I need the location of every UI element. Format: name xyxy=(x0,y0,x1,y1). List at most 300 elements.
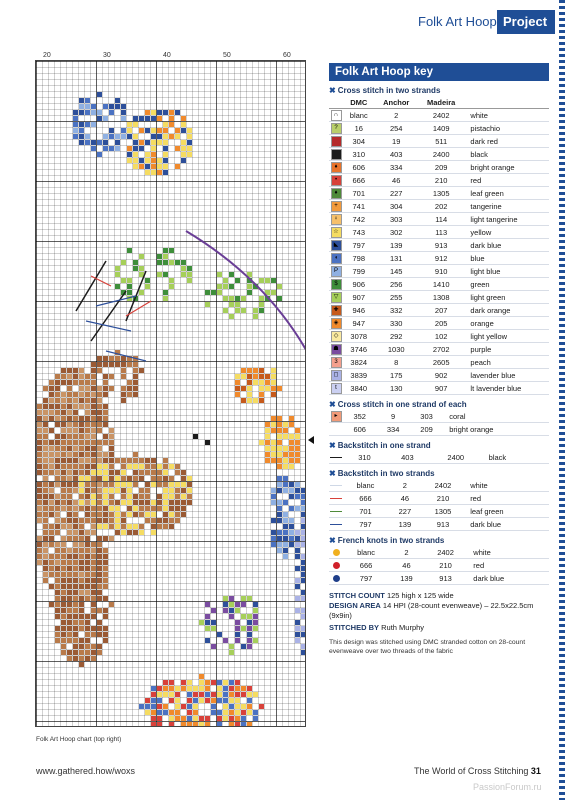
stitch-cell xyxy=(151,518,156,523)
key-symbol xyxy=(329,369,343,382)
stitch-cell xyxy=(97,116,102,121)
stitch-cell xyxy=(103,608,108,613)
stitch-cell xyxy=(67,554,72,559)
stitch-cell xyxy=(67,488,72,493)
stitch-cell xyxy=(85,548,90,553)
stitch-cell xyxy=(85,656,90,661)
stitch-cell xyxy=(103,146,108,151)
stitch-cell xyxy=(73,542,78,547)
key-symbol xyxy=(329,505,343,518)
stitch-cell xyxy=(55,632,60,637)
stitch-cell xyxy=(91,506,96,511)
stitch-cell xyxy=(73,134,78,139)
stitch-cell xyxy=(277,530,282,535)
dmc-code: 907 xyxy=(343,291,375,304)
madeira-code: 902 xyxy=(418,369,464,382)
stitch-cell xyxy=(121,368,126,373)
stitch-cell xyxy=(277,464,282,469)
stitch-cell xyxy=(73,122,78,127)
stitch-cell xyxy=(61,506,66,511)
stitch-cell xyxy=(127,128,132,133)
stitch-cell xyxy=(181,266,186,271)
stitch-cell xyxy=(295,434,300,439)
stitch-cell xyxy=(163,482,168,487)
stitch-cell xyxy=(43,398,48,403)
madeira-code: 511 xyxy=(418,135,464,148)
key-row xyxy=(329,559,549,572)
stitch-cell xyxy=(151,530,156,535)
stitch-cell xyxy=(37,434,42,439)
stitch-cell xyxy=(163,272,168,277)
stitch-cell xyxy=(115,458,120,463)
stitch-cell xyxy=(61,380,66,385)
stitch-cell xyxy=(253,308,258,313)
stitch-cell xyxy=(49,470,54,475)
colour-name: dark blue xyxy=(464,518,549,531)
centre-marker-arrow xyxy=(308,436,314,444)
stitch-cell xyxy=(121,482,126,487)
stitch-cell xyxy=(181,152,186,157)
stitch-cell xyxy=(157,518,162,523)
key-symbol xyxy=(329,122,343,135)
stitch-cell xyxy=(301,626,306,631)
stitch-cell xyxy=(73,398,78,403)
stitch-cell xyxy=(103,380,108,385)
stitch-cell xyxy=(109,524,114,529)
stitch-cell xyxy=(181,716,186,721)
stitch-cell xyxy=(187,698,192,703)
stitch-cell xyxy=(121,518,126,523)
stitch-cell xyxy=(253,398,258,403)
stitch-cell xyxy=(157,704,162,709)
stitch-cell xyxy=(265,440,270,445)
stitch-cell xyxy=(127,158,132,163)
stitch-cell xyxy=(55,512,60,517)
stitch-cell xyxy=(151,524,156,529)
stitch-cell xyxy=(37,440,42,445)
stitch-cell xyxy=(145,464,150,469)
stitch-cell xyxy=(43,452,48,457)
stitch-cell xyxy=(253,620,258,625)
stitch-cell xyxy=(121,386,126,391)
stitch-cell xyxy=(301,530,306,535)
madeira-code: 210 xyxy=(424,559,467,572)
stitch-cell xyxy=(97,596,102,601)
stitch-cell xyxy=(85,470,90,475)
stitch-cell xyxy=(199,674,204,679)
stitch-cell xyxy=(169,686,174,691)
dmc-code: 666 xyxy=(343,559,389,572)
stitch-cell xyxy=(79,434,84,439)
stitch-cell xyxy=(97,524,102,529)
stitch-cell xyxy=(289,440,294,445)
stitch-cell xyxy=(133,146,138,151)
stitch-cell xyxy=(73,410,78,415)
stitch-cell xyxy=(181,146,186,151)
stitch-cell xyxy=(91,560,96,565)
stitch-cell xyxy=(61,614,66,619)
stitch-cell xyxy=(79,128,84,133)
stitch-cell xyxy=(301,596,306,601)
stitch-cell xyxy=(79,566,84,571)
stitch-cell xyxy=(295,608,300,613)
backstitch-line-icon xyxy=(330,511,342,512)
stitch-cell xyxy=(67,512,72,517)
stitch-cell xyxy=(187,488,192,493)
stitch-cell xyxy=(235,620,240,625)
stitch-cell xyxy=(61,638,66,643)
stitch-cell xyxy=(55,524,60,529)
stitch-cell xyxy=(61,554,66,559)
key-symbol xyxy=(329,410,343,423)
stitch-cell xyxy=(79,368,84,373)
stitch-cell xyxy=(85,440,90,445)
key-symbol xyxy=(329,187,343,200)
stitch-cell xyxy=(175,482,180,487)
stitch-cell xyxy=(85,452,90,457)
thread-swatch-icon: ▽ xyxy=(331,292,342,303)
stitch-cell xyxy=(109,506,114,511)
stitch-cell xyxy=(199,620,204,625)
stitch-cell xyxy=(85,542,90,547)
stitch-cell xyxy=(79,428,84,433)
stitch-cell xyxy=(49,398,54,403)
stitch-cell xyxy=(139,290,144,295)
stitch-cell xyxy=(151,476,156,481)
stitch-cell xyxy=(247,704,252,709)
stitch-cell xyxy=(67,398,72,403)
dmc-code: 352 xyxy=(343,410,376,423)
thread-swatch-icon: t xyxy=(331,383,342,394)
stitch-cell xyxy=(235,296,240,301)
stitch-cell xyxy=(181,686,186,691)
stitch-cell xyxy=(55,482,60,487)
stitch-cell xyxy=(109,500,114,505)
stitch-cell xyxy=(265,446,270,451)
stitch-cell xyxy=(265,386,270,391)
stitch-cell xyxy=(97,416,102,421)
stitch-cell xyxy=(73,620,78,625)
stitch-cell xyxy=(211,644,216,649)
stitch-cell xyxy=(67,572,72,577)
stitch-cell xyxy=(43,578,48,583)
stitch-cell xyxy=(61,464,66,469)
stitch-cell xyxy=(55,626,60,631)
stitch-cell xyxy=(175,494,180,499)
stitch-cell xyxy=(73,128,78,133)
stitch-cell xyxy=(97,470,102,475)
stitch-cell xyxy=(97,578,102,583)
stitch-cell xyxy=(61,488,66,493)
stitch-cell xyxy=(163,128,168,133)
madeira-code: 207 xyxy=(418,304,464,317)
key-row xyxy=(329,343,549,356)
stitch-cell xyxy=(127,392,132,397)
stitch-cell xyxy=(157,164,162,169)
stitch-cell xyxy=(67,380,72,385)
stitch-cell xyxy=(163,458,168,463)
stitch-cell xyxy=(259,296,264,301)
stitch-cell xyxy=(55,566,60,571)
stitch-cell xyxy=(67,422,72,427)
stitch-cell xyxy=(163,170,168,175)
stitch-cell xyxy=(247,638,252,643)
stitch-cell xyxy=(139,458,144,463)
stitch-cell xyxy=(139,494,144,499)
stitch-cell xyxy=(187,476,192,481)
stitch-cell xyxy=(175,146,180,151)
stitch-cell xyxy=(151,110,156,115)
stitch-cell xyxy=(55,560,60,565)
stitch-cell xyxy=(79,500,84,505)
key-row xyxy=(329,291,549,304)
stitch-cell xyxy=(85,560,90,565)
stitch-cell xyxy=(73,596,78,601)
stitch-cell xyxy=(97,398,102,403)
stitch-cell xyxy=(229,314,234,319)
stitch-cell xyxy=(163,506,168,511)
stitch-cell xyxy=(211,692,216,697)
stitch-cell xyxy=(223,704,228,709)
backstitch-line-icon xyxy=(330,524,342,525)
stitch-cell xyxy=(301,644,306,649)
stitch-cell xyxy=(241,296,246,301)
stitch-cell xyxy=(127,512,132,517)
stitch-cell xyxy=(85,110,90,115)
stitch-cell xyxy=(61,650,66,655)
stitch-cell xyxy=(91,584,96,589)
stitch-cell xyxy=(289,536,294,541)
stitch-cell xyxy=(169,278,174,283)
stitch-cell xyxy=(61,428,66,433)
stitch-cell xyxy=(121,392,126,397)
madeira-code: 913 xyxy=(418,239,464,252)
dmc-code: blanc xyxy=(343,109,375,122)
thread-swatch-icon: ∩ xyxy=(331,110,342,121)
full-cross-table xyxy=(329,96,549,395)
stitch-cell xyxy=(247,722,252,727)
stitch-cell xyxy=(73,482,78,487)
stitch-cell xyxy=(37,470,42,475)
stitch-cell xyxy=(37,416,42,421)
stitch-cell xyxy=(157,170,162,175)
stitch-cell xyxy=(277,458,282,463)
key-symbol xyxy=(329,304,343,317)
stitch-cell xyxy=(79,542,84,547)
madeira-code: 1410 xyxy=(418,278,464,291)
stitch-cell xyxy=(43,476,48,481)
stitch-cell xyxy=(49,560,54,565)
stitch-cell xyxy=(55,458,60,463)
backstitch-line-icon xyxy=(330,485,342,486)
backstitch-one-table xyxy=(329,451,549,464)
stitch-cell xyxy=(151,722,156,727)
stitch-cell xyxy=(61,470,66,475)
stitch-cell xyxy=(169,482,174,487)
stitch-cell xyxy=(43,428,48,433)
stitch-cell xyxy=(235,392,240,397)
stitch-cell xyxy=(271,494,276,499)
stitch-cell xyxy=(103,578,108,583)
stitch-cell xyxy=(235,380,240,385)
key-symbol xyxy=(329,330,343,343)
stitch-cell xyxy=(139,266,144,271)
stitch-cell xyxy=(169,488,174,493)
key-symbol xyxy=(329,423,343,436)
dmc-code: 666 xyxy=(343,492,388,505)
stitch-cell xyxy=(79,494,84,499)
stitch-cell xyxy=(127,122,132,127)
stitch-cell xyxy=(85,596,90,601)
stitch-cell xyxy=(145,470,150,475)
stitch-cell xyxy=(187,272,192,277)
dmc-code: blanc xyxy=(343,479,388,492)
stitch-cell xyxy=(265,434,270,439)
stitch-cell xyxy=(97,626,102,631)
stitch-cell xyxy=(217,284,222,289)
colour-name: purple xyxy=(464,343,549,356)
stitch-cell xyxy=(163,464,168,469)
french-knot-icon xyxy=(333,549,340,556)
stitch-cell xyxy=(103,554,108,559)
stitch-cell xyxy=(247,620,252,625)
stitch-cell xyxy=(97,548,102,553)
stitch-cell xyxy=(259,302,264,307)
stitch-cell xyxy=(73,470,78,475)
stitch-cell xyxy=(91,494,96,499)
stitch-cell xyxy=(115,506,120,511)
stitch-cell xyxy=(103,476,108,481)
stitch-cell xyxy=(85,620,90,625)
thread-swatch-icon: ? xyxy=(331,123,342,134)
stitch-cell xyxy=(79,590,84,595)
stitch-cell xyxy=(85,134,90,139)
stitch-cell xyxy=(73,608,78,613)
stitch-cell xyxy=(211,620,216,625)
stitch-cell xyxy=(79,602,84,607)
stitch-cell xyxy=(205,602,210,607)
stitch-cell xyxy=(97,608,102,613)
stitch-cell xyxy=(103,488,108,493)
stitch-cell xyxy=(175,716,180,721)
stitch-cell xyxy=(85,398,90,403)
section-heading: ✖ French knots in two strands xyxy=(329,536,445,545)
stitch-cell xyxy=(115,134,120,139)
madeira-code: 2402 xyxy=(422,479,464,492)
stitch-cell xyxy=(97,650,102,655)
stitch-cell xyxy=(145,170,150,175)
stitch-cell xyxy=(43,560,48,565)
stitch-cell xyxy=(217,710,222,715)
colour-name: lt lavender blue xyxy=(464,382,549,395)
stitch-cell xyxy=(133,524,138,529)
stitch-cell xyxy=(295,548,300,553)
stitch-cell xyxy=(235,722,240,727)
stitch-cell xyxy=(217,272,222,277)
stitch-cell xyxy=(121,260,126,265)
column-header: Madeira xyxy=(418,96,464,109)
stitch-cell xyxy=(295,542,300,547)
stitch-cell xyxy=(43,458,48,463)
stitch-cell xyxy=(253,638,258,643)
stitch-cell xyxy=(121,128,126,133)
stitch-cell xyxy=(49,458,54,463)
stitch-cell xyxy=(103,410,108,415)
stitch-cell xyxy=(91,626,96,631)
stitch-cell xyxy=(259,392,264,397)
stitch-cell xyxy=(247,644,252,649)
stitch-cell xyxy=(217,692,222,697)
dmc-code: 3840 xyxy=(343,382,375,395)
stitch-cell xyxy=(85,122,90,127)
stitch-cell xyxy=(127,530,132,535)
watermark: PassionForum.ru xyxy=(473,782,542,792)
stitch-cell xyxy=(145,278,150,283)
stitch-cell xyxy=(277,296,282,301)
stitch-cell xyxy=(55,596,60,601)
stitch-cell xyxy=(97,482,102,487)
stitch-cell xyxy=(271,518,276,523)
stitch-cell xyxy=(103,638,108,643)
key-symbol xyxy=(329,226,343,239)
stitch-cell xyxy=(217,632,222,637)
key-symbol xyxy=(329,479,343,492)
colour-name: black xyxy=(464,148,549,161)
stitch-cell xyxy=(73,374,78,379)
stitch-cell xyxy=(97,632,102,637)
stitch-cell xyxy=(55,530,60,535)
stitch-cell xyxy=(109,374,114,379)
stitch-cell xyxy=(55,500,60,505)
stitch-cell xyxy=(79,140,84,145)
stitch-cell xyxy=(187,722,192,727)
stitch-cell xyxy=(91,602,96,607)
stitch-cell xyxy=(247,632,252,637)
stitch-cell xyxy=(73,416,78,421)
stitch-cell xyxy=(199,686,204,691)
thread-swatch-icon: ◣ xyxy=(331,240,342,251)
stitch-cell xyxy=(295,452,300,457)
stitch-cell xyxy=(97,440,102,445)
stitch-cell xyxy=(169,524,174,529)
stitch-cell xyxy=(103,506,108,511)
stitch-cell xyxy=(55,452,60,457)
stitch-cell xyxy=(151,470,156,475)
madeira-code: 113 xyxy=(418,226,464,239)
stitch-cell xyxy=(61,446,66,451)
stitch-cell xyxy=(91,650,96,655)
stitch-cell xyxy=(133,452,138,457)
key-row xyxy=(329,304,549,317)
stitch-cell xyxy=(103,404,108,409)
stitch-cell xyxy=(283,458,288,463)
stitch-cell xyxy=(67,650,72,655)
stitch-cell xyxy=(301,590,306,595)
stitch-cell xyxy=(145,116,150,121)
stitch-cell xyxy=(253,710,258,715)
stitch-cell xyxy=(61,440,66,445)
stitch-cell xyxy=(115,104,120,109)
stitch-cell xyxy=(103,422,108,427)
stitch-cell xyxy=(127,152,132,157)
stitch-cell xyxy=(289,446,294,451)
stitch-count: 125 high x 125 wide xyxy=(386,591,454,600)
stitch-cell xyxy=(43,446,48,451)
stitch-cell xyxy=(67,626,72,631)
stitch-cell xyxy=(187,266,192,271)
stitch-cell xyxy=(133,374,138,379)
footer-url: www.gathered.how/woxs xyxy=(36,766,136,776)
